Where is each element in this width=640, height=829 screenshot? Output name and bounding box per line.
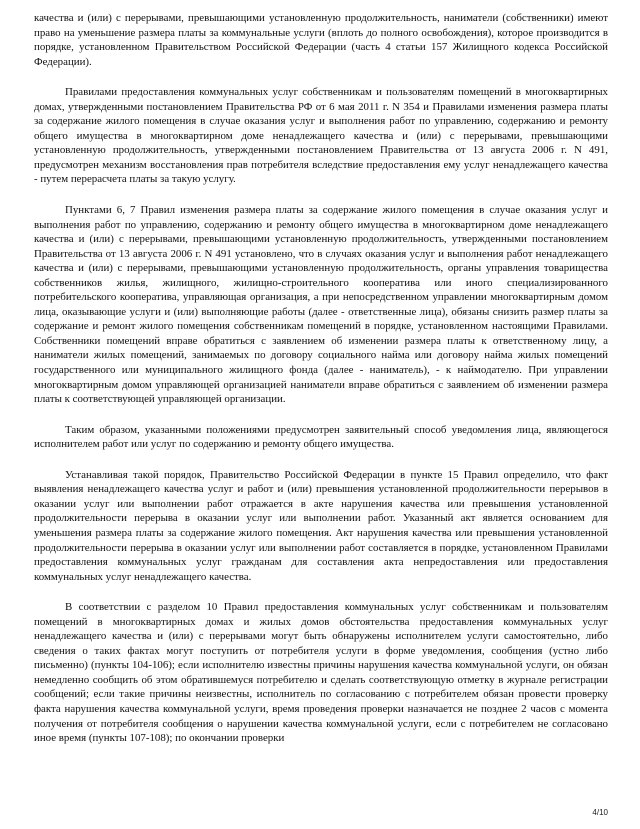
paragraph-continuation: качества и (или) с перерывами, превышающими установленную продолжительность, наниматели (собственники) имеют право на уменьшение размера платы за коммунальные услуги (вплоть до полного освобождения), которое производится в порядке, установленном Правительством Российской Федерации (часть 4 статьи 157 Жилищного кодекса Российской Федерации). bbox=[34, 12, 608, 68]
document-page bbox=[34, 11, 608, 746]
paragraph-conclusion: Таким образом, указанными положениями предусмотрен заявительный способ уведомления лица, являющегося исполнителем работ или услуг по содержанию и ремонту общего имущества. bbox=[34, 423, 608, 451]
paragraph-points-6-7: Пунктами 6, 7 Правил изменения размера платы за содержание жилого помещения в случае оказания услуг и выполнения работ по управлению, содержанию и ремонту общего имущества в многоквартирном доме ненадлежащего качества и (или) с перерывами, превышающими установленную продолжительность, утвержденными постановлением Правительства от 13 августа 2006 г. N 491 установлено, что в случаях оказания услуг и выполнения работ ненадлежащего качества и (или) с перерывами, превышающими установленную продолжительность, органы управления товарищества собственников жилья, жилищного, жилищно-строительного кооператива или иного специализированного потребительского кооператива, управляющая организация, а при непосредственном управлении многоквартирным домом лица, оказывающие услуги и (или) выполняющие работы (далее - ответственные лица), обязаны снизить размер платы за содержание и ремонт жилого помещения собственникам помещений в порядке, установленном настоящими Правилами. Собственники помещений вправе обратиться с заявлением об изменении размера платы к ответственному лицу, а наниматели жилых помещений, занимаемых по договору социального найма или договору найма жилых помещений государственного или муниципального жилищного фонда (далее - наниматель), - к наймодателю. При управлении многоквартирным домом управляющей организацией наниматели вправе обратиться с заявлением об изменении размера платы к соответствующей управляющей организации. bbox=[34, 204, 608, 406]
paragraph-rules-354-491: Правилами предоставления коммунальных услуг собственникам и пользователям помещений в многоквартирных домах, утвержденными постановлением Правительства РФ от 6 мая 2011 г. N 354 и Правилами изменения размера платы за содержание жилого помещения в случае оказания услуг и выполнения работ по управлению, содержанию и ремонту общего имущества в многоквартирном доме ненадлежащего качества и (или) с перерывами, превышающими установленную продолжительность, утвержденными постановлением Правительства от 13 августа 2006 г. N 491, предусмотрен механизм восстановления прав потребителя вследствие предоставления ему услуг ненадлежащего качества - путем перерасчета платы за такую услугу. bbox=[34, 86, 608, 186]
page-number: 4/10 bbox=[592, 808, 608, 817]
paragraph-point-15: Устанавливая такой порядок, Правительство Российской Федерации в пункте 15 Правил определило, что факт выявления ненадлежащего качества услуг и работ и (или) превышения установленной продолжительности перерывов в оказании услуг или выполнении работ отражается в акте нарушения качества или превышения установленной продолжительности перерыва в оказании услуг или выполнении работ. Указанный акт является основанием для уменьшения размера платы за содержание жилого помещения. Акт нарушения качества или превышения установленной продолжительности перерыва в оказании услуг или выполнении работ составляется в порядке, установленном Правилами предоставления коммунальных услуг гражданам для составления акта непредоставления или предоставления коммунальных услуг ненадлежащего качества. bbox=[34, 468, 608, 583]
paragraph-section-10: В соответствии с разделом 10 Правил предоставления коммунальных услуг собственникам и пользователям помещений в многоквартирных домах и жилых домов обстоятельства предоставления коммунальных услуг ненадлежащего качества и (или) с перерывами могут быть обнаружены исполнителем услуги самостоятельно, либо сведения о таких фактах могут поступить от потребителя услуги в форме уведомления, сообщения (устно либо письменно) (пункты 104-106); если исполнителю известны причины нарушения качества коммунальной услуги, он обязан немедленно сообщить об этом обратившемуся потребителю и сделать соответствующую отметку в журнале регистрации сообщений; если такие причины неизвестны, исполнитель по согласованию с потребителем обязан провести проверку факта нарушения качества коммунальной услуги, время проведения проверки назначается не позднее 2 часов с момента получения от потребителя сообщения о нарушении качества коммунальной услуги, если с потребителем не согласовано иное время (пункты 107-108); по окончании проверки bbox=[34, 601, 608, 745]
